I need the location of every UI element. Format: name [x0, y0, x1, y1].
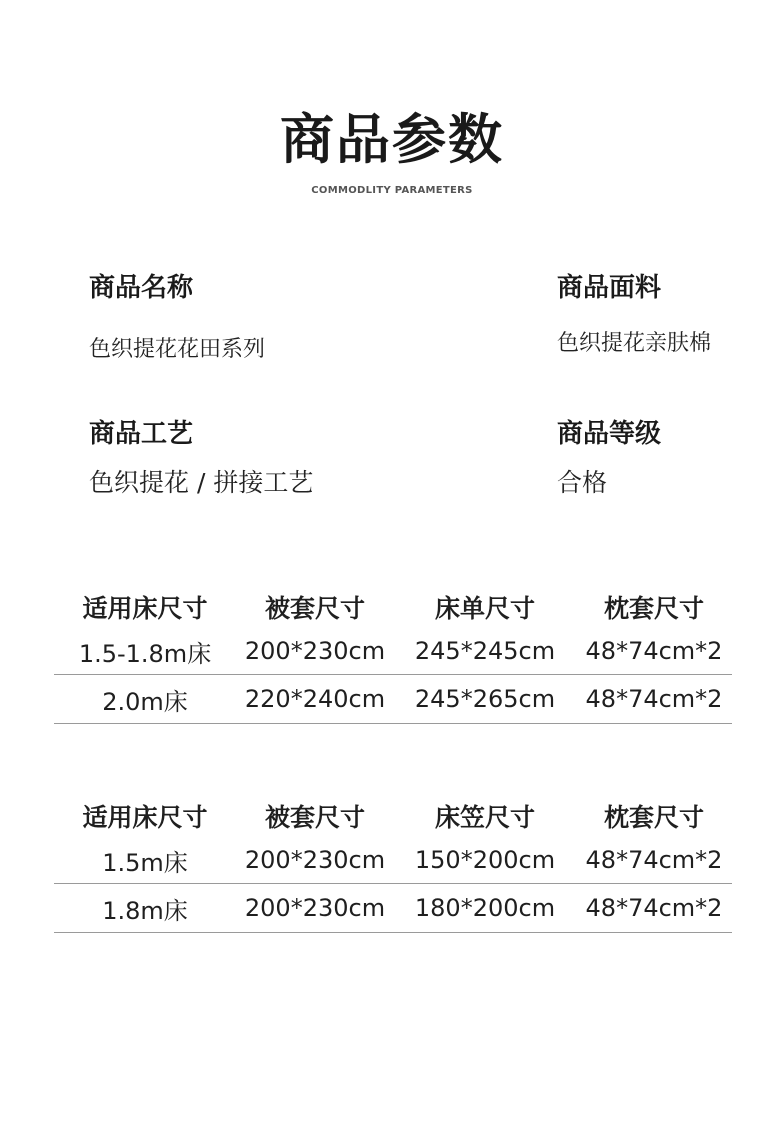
table-row: [54, 675, 732, 724]
header-cell: 床笠尺寸: [434, 803, 535, 832]
table-header-row: [54, 795, 732, 837]
table-cell: 200*230cm: [244, 846, 386, 874]
header-cell: 适用床尺寸: [82, 803, 208, 832]
table-cell: 1.8m床: [102, 896, 188, 925]
header-cell: 枕套尺寸: [603, 594, 704, 623]
table-cell: 48*74cm*2: [585, 685, 723, 713]
param-label: 商品工艺: [89, 419, 194, 449]
table-cell: 220*240cm: [244, 685, 386, 713]
param-value: 色织提花 / 拼接工艺: [89, 468, 314, 497]
table-header-row: [54, 586, 732, 628]
table-row: [54, 884, 732, 933]
param-value: 合格: [557, 468, 608, 497]
table-cell: 245*265cm: [414, 685, 556, 713]
size-table-fitted-sheet: [54, 795, 732, 933]
param-craft: [89, 419, 313, 497]
page-title: 商品参数: [280, 108, 504, 171]
table-row: [54, 837, 732, 884]
table-row: [54, 628, 732, 675]
table-cell: 48*74cm*2: [585, 894, 723, 922]
table-cell: 48*74cm*2: [585, 637, 723, 665]
table-cell: 1.5-1.8m床: [78, 639, 212, 668]
header-cell: 枕套尺寸: [603, 803, 704, 832]
param-product-name: [89, 273, 265, 363]
table-cell: 2.0m床: [102, 687, 188, 716]
header-cell: 床单尺寸: [434, 594, 535, 623]
param-value: 色织提花花田系列: [89, 337, 266, 362]
param-label: 商品等级: [557, 419, 662, 449]
param-label: 商品名称: [89, 273, 194, 303]
table-cell: 245*245cm: [414, 637, 556, 665]
table-cell: 150*200cm: [414, 846, 556, 874]
size-table-bedsheet: [54, 586, 732, 724]
page-subtitle: COMMODLITY PARAMETERS: [311, 185, 473, 196]
header-cell: 适用床尺寸: [82, 594, 208, 623]
param-fabric: [557, 273, 711, 357]
table-cell: 200*230cm: [244, 637, 386, 665]
header-cell: 被套尺寸: [264, 803, 365, 832]
header-cell: 被套尺寸: [264, 594, 365, 623]
table-cell: 48*74cm*2: [585, 846, 723, 874]
table-cell: 200*230cm: [244, 894, 386, 922]
param-grade: [557, 419, 661, 497]
table-cell: 180*200cm: [414, 894, 556, 922]
param-label: 商品面料: [557, 273, 662, 303]
param-value: 色织提花亲肤棉: [557, 331, 712, 356]
table-cell: 1.5m床: [102, 848, 188, 877]
